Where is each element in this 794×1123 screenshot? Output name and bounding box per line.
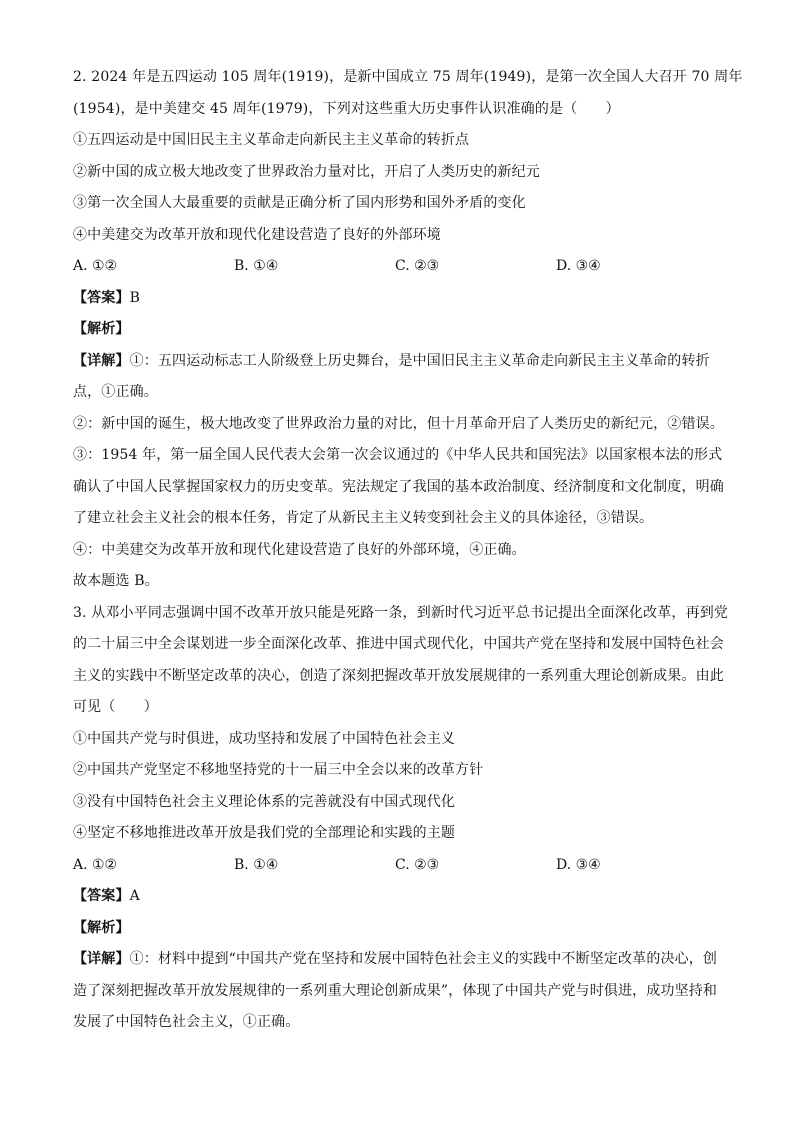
statement-4: ④坚定不移地推进改革开放是我们党的全部理论和实践的主题 <box>73 825 456 841</box>
answer-options <box>73 850 723 882</box>
question-stem-line: 可见（ ） <box>73 699 158 715</box>
detail-line: ③：1954 年，第一届全国人民代表大会第一次会议通过的《中华人民共和国宪法》以国家根本法的形式 <box>73 447 723 463</box>
answer-value: B <box>129 289 141 306</box>
detail-line: 了建立社会主义社会的根本任务，肯定了从新民主主义转变到社会主义的具体途径，③错误。 <box>73 510 654 526</box>
statement-3: ③没有中国特色社会主义理论体系的完善就没有中国式现代化 <box>73 793 456 810</box>
document-page <box>73 62 743 1039</box>
detail-text: ①：五四运动标志工人阶级登上历史舞台，是中国旧民主主义革命走向新民主主义革命的转折 <box>129 352 710 369</box>
detail-tag: 【详解】 <box>73 352 130 369</box>
detail-line: 发展了中国特色社会主义，①正确。 <box>73 1014 300 1030</box>
statement-4: ④中美建交为改革开放和现代化建设营造了良好的外部环境 <box>73 226 441 243</box>
conclusion-line: 故本题选 B。 <box>73 573 159 589</box>
analysis-tag: 【解析】 <box>73 321 130 337</box>
answer-tag: 【答案】 <box>73 289 130 306</box>
answer-line <box>73 881 723 913</box>
detail-line: 点，①正确。 <box>73 384 158 400</box>
statement-1: ①五四运动是中国旧民主主义革命走向新民主主义革命的转折点 <box>73 132 470 148</box>
question-3 <box>73 598 729 1039</box>
answer-line <box>73 283 723 315</box>
question-stem-line: 主义的实践中不断坚定改革的决心，创造了深刻把握改革开放发展规律的一系列重大理论创新成果。由此 <box>73 667 724 684</box>
question-stem-line: 的二十届三中全会谋划进一步全面深化改革、推进中国式现代化，中国共产党在坚持和发展中国特色社会 <box>73 636 724 652</box>
statement-3: ③第一次全国人大最重要的贡献是正确分析了国内形势和国外矛盾的变化 <box>73 195 526 211</box>
option-d: D. ③④ <box>556 258 601 274</box>
option-a: A. ①② <box>73 258 118 274</box>
analysis-tag: 【解析】 <box>73 919 130 936</box>
detail-text: ①：材料中提到“中国共产党在坚持和发展中国特色社会主义的实践中不断坚定改革的决心，创 <box>129 951 718 967</box>
detail-line: ④：中美建交为改革开放和现代化建设营造了良好的外部环境，④正确。 <box>73 541 526 558</box>
option-b: B. ①④ <box>234 258 279 274</box>
answer-tag: 【答案】 <box>73 888 130 904</box>
question-2 <box>73 62 743 598</box>
detail-line: 确认了中国人民掌握国家权力的历史变革。宪法规定了我国的基本政治制度、经济制度和文化制度，明确 <box>73 478 724 495</box>
analysis-line <box>73 314 723 346</box>
detail-line: 造了深刻把握改革开放发展规律的一系列重大理论创新成果”，体现了中国共产党与时俱进，成功坚持和 <box>73 982 718 999</box>
answer-options <box>73 251 723 283</box>
statement-2: ②新中国的成立极大地改变了世界政治力量对比，开启了人类历史的新纪元 <box>73 163 540 180</box>
question-stem-line: 2. 2024 年是五四运动 105 周年(1919)，是新中国成立 75 周年(1949)，是第一次全国人大召开 70 周年 <box>73 69 743 85</box>
option-c: C. ②③ <box>395 258 440 274</box>
question-stem-line: 3. 从邓小平同志强调中国不改革开放只能是死路一条，到新时代习近平总书记提出全面深化改革，再到党 <box>73 604 729 621</box>
answer-value: A <box>129 888 140 904</box>
option-b: B. ①④ <box>234 856 279 873</box>
statement-2: ②中国共产党坚定不移地坚持党的十一届三中全会以来的改革方针 <box>73 762 484 778</box>
detail-tag: 【详解】 <box>73 951 130 967</box>
detail-line <box>73 346 723 378</box>
option-c: C. ②③ <box>395 856 440 873</box>
analysis-line <box>73 913 723 945</box>
option-a: A. ①② <box>73 856 118 873</box>
statement-1: ①中国共产党与时俱进，成功坚持和发展了中国特色社会主义 <box>73 730 456 747</box>
detail-line: ②：新中国的诞生，极大地改变了世界政治力量的对比，但十月革命开启了人类历史的新纪元，②错误。 <box>73 415 724 432</box>
option-d: D. ③④ <box>556 856 601 873</box>
question-stem-line: (1954)，是中美建交 45 周年(1979)，下列对这些重大历史事件认识准确的是（ ） <box>73 100 620 117</box>
detail-line <box>73 944 723 976</box>
